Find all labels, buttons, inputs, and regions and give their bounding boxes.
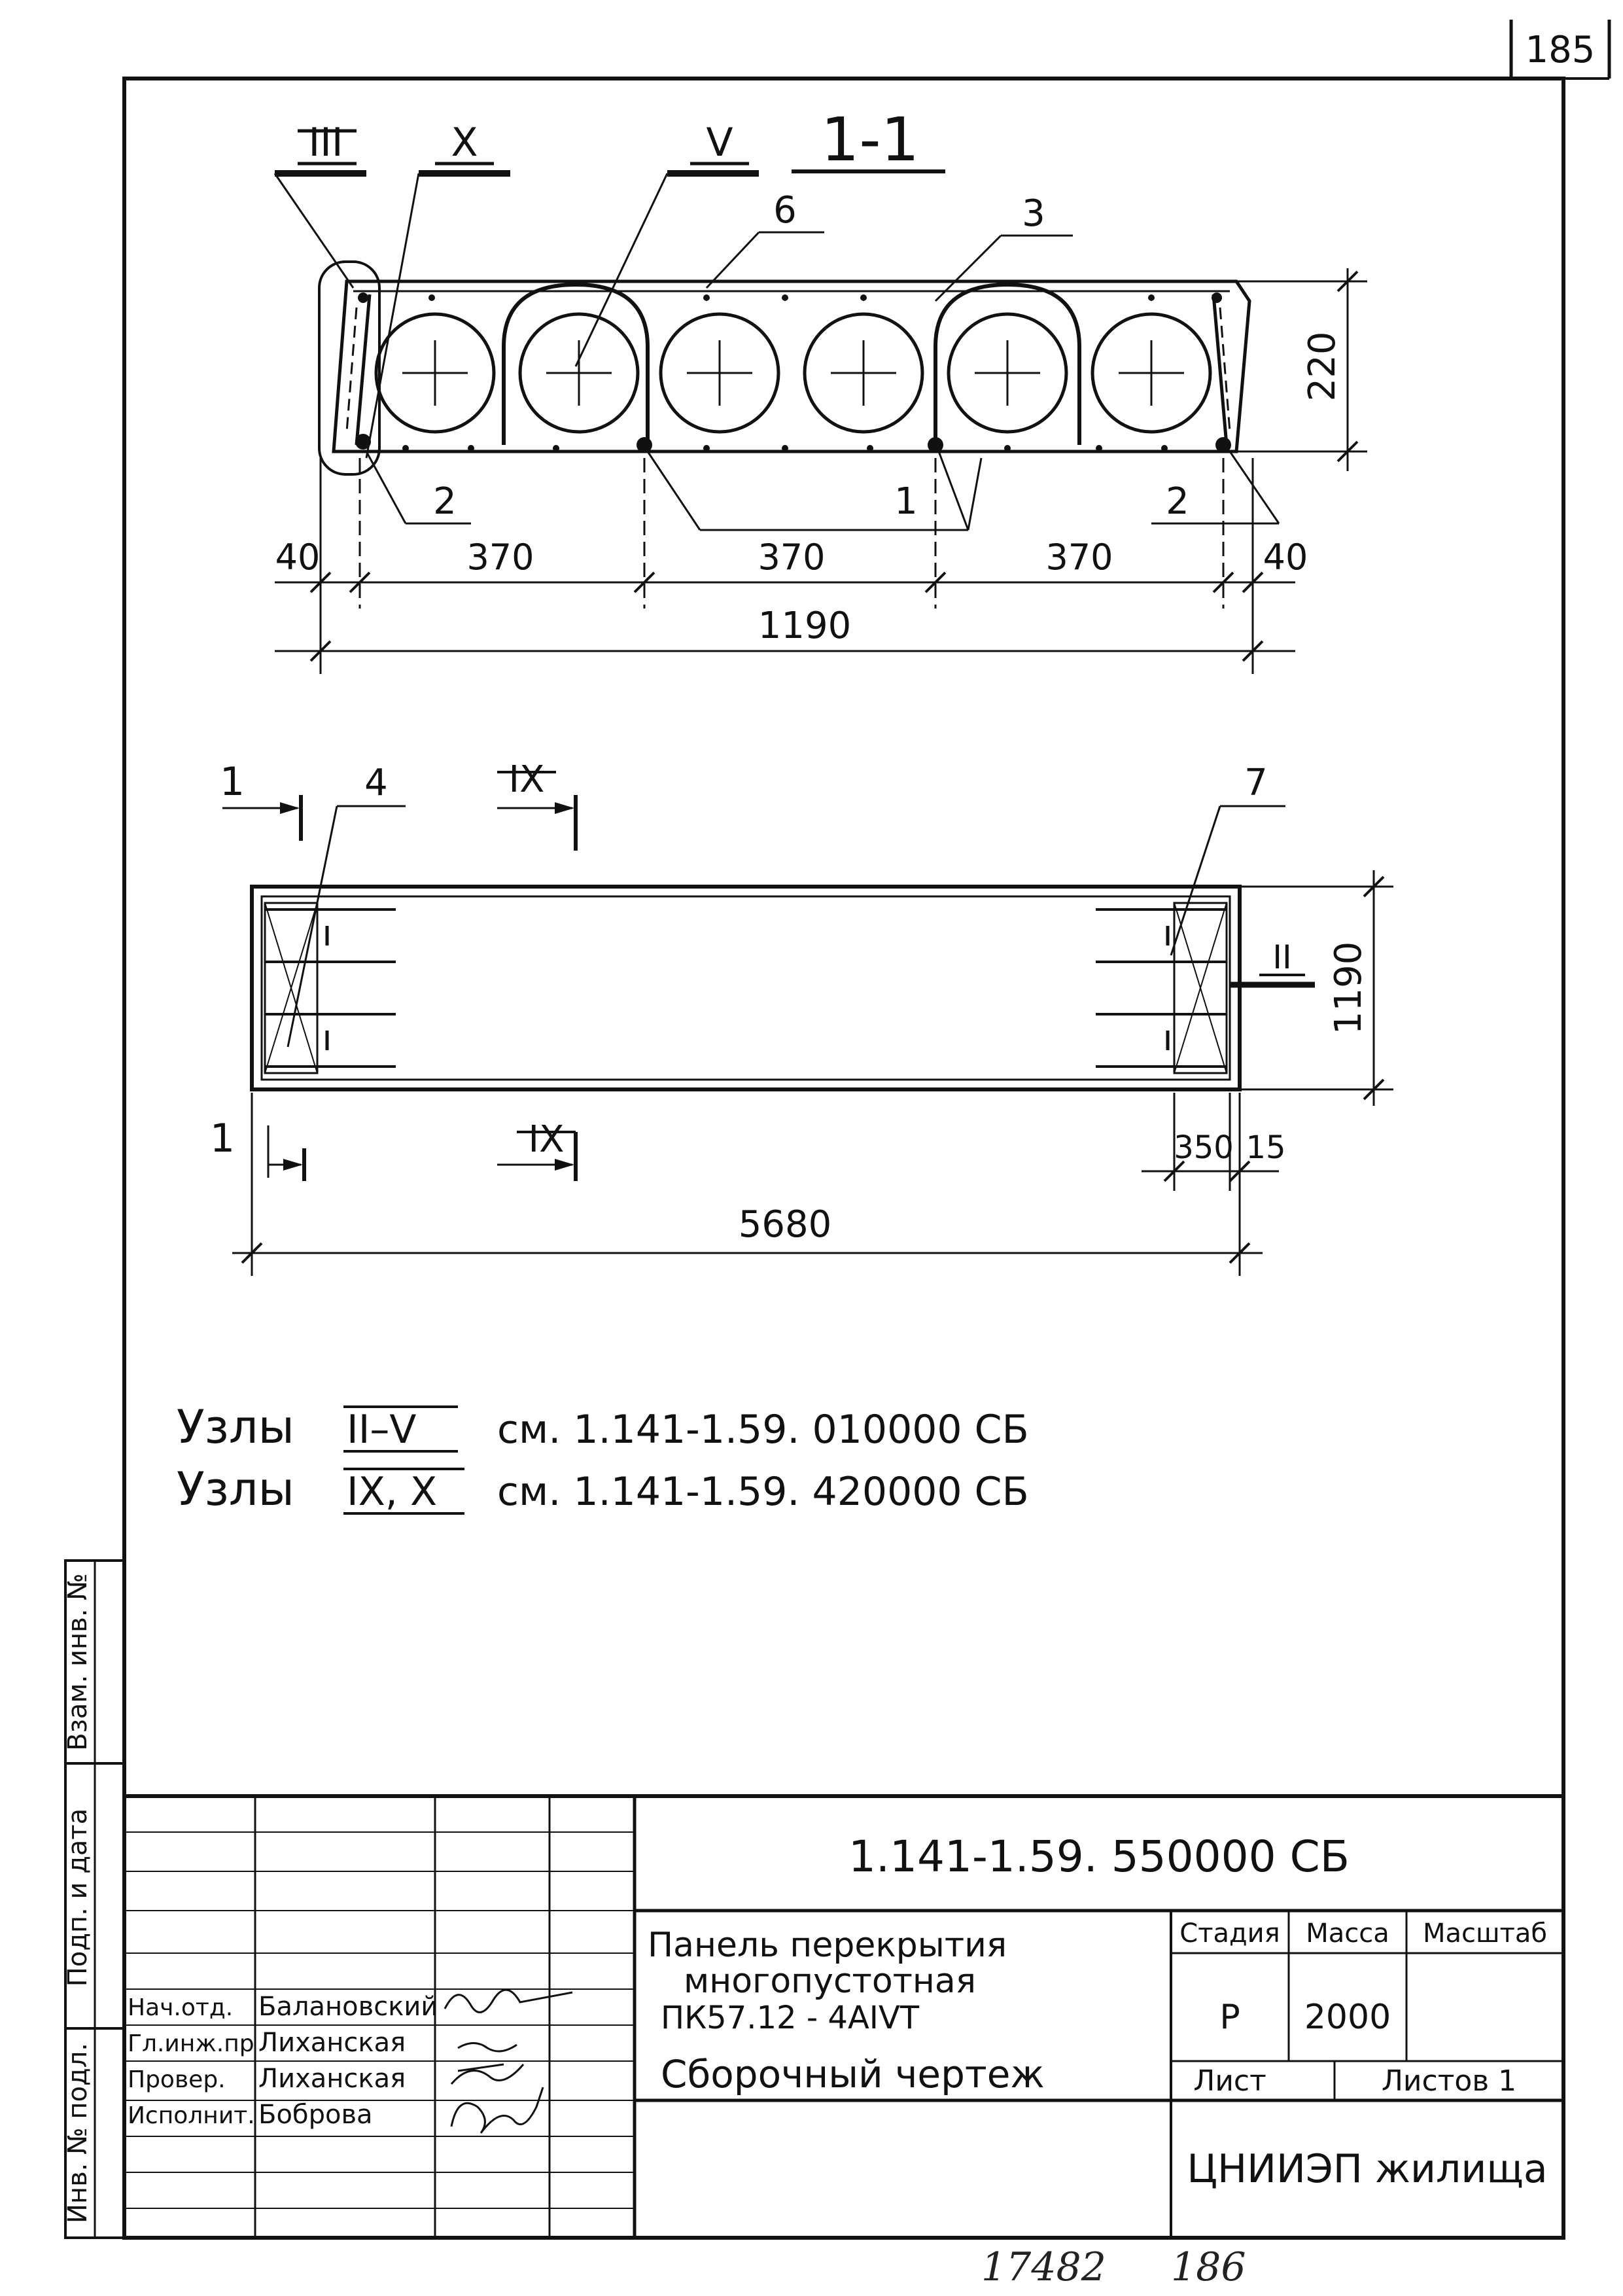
sheets-label: Листов 1 [1381,2064,1517,2098]
void-2 [520,314,638,432]
role-ispolnit: Исполнит. [128,2102,255,2129]
title-line-2: многопустотная [684,1962,977,2001]
note2-nodes: IX, X [347,1469,438,1515]
section-mark-1-bottom: 1 [209,1116,236,1161]
note2-prefix: Узлы [177,1462,294,1516]
note1-ref: см. 1.141-1.59. 010000 СБ [497,1407,1029,1453]
page-number: 185 [1525,29,1596,71]
name-prover: Лиханская [258,2064,406,2094]
handwritten-number-1: 17482 [981,2244,1106,2290]
node-ix-top: IX [508,758,545,801]
title-line-3: ПК57.12 - 4АIVТ [661,2000,920,2036]
dim-370-b: 370 [758,537,826,578]
page-number-box [1511,20,1609,79]
header-scale: Масштаб [1422,1918,1548,1949]
dim-350: 350 [1174,1129,1234,1166]
section-1-1 [275,105,1367,674]
title-line-1: Панель перекрытия [648,1926,1007,1965]
node-label-x: X [451,120,478,166]
height-dim: 220 [1301,331,1344,402]
header-stage: Стадия [1179,1918,1280,1949]
callout-1: 1 [894,480,918,523]
callout-2-right: 2 [1166,480,1189,523]
node-ix-bottom: IX [528,1118,565,1161]
doc-code: 1.141-1.59. 550000 СБ [848,1831,1350,1882]
dim-370-a: 370 [466,537,534,578]
void-6 [1092,314,1210,432]
header-mass: Масса [1306,1918,1389,1949]
name-nach-otd: Балановский [258,1992,438,2022]
role-nach-otd: Нач.отд. [128,1994,234,2021]
role-prover: Провер. [128,2066,226,2093]
side-stamp [63,1561,124,2238]
plan-view [210,758,1393,1276]
section-mark-1-top: 1 [219,759,245,805]
void-3 [661,314,778,432]
node-ii: II [1272,938,1292,976]
handwritten-number-2: 186 [1171,2244,1246,2290]
title-line-4: Сборочный чертеж [661,2052,1045,2096]
section-title: 1-1 [820,105,920,175]
dim-40-left: 40 [275,537,321,578]
callout-3: 3 [1022,192,1045,235]
note1-prefix: Узлы [177,1400,294,1454]
stamp-vzam-inv: Взам. инв. № [63,1573,93,1751]
void-1 [376,314,494,432]
role-gl-inzh: Гл.инж.пр [128,2030,254,2057]
sheet-label: Лист [1193,2064,1266,2098]
stamp-podp-data: Подп. и дата [63,1808,93,1987]
callout-4: 4 [364,762,388,804]
stamp-inv-podl: Инв. № подл. [63,2043,93,2223]
void-4 [805,314,922,432]
callout-2-left: 2 [433,480,457,523]
callout-7: 7 [1244,762,1268,804]
node-label-iii: III [308,120,343,166]
dim-40-right: 40 [1263,537,1308,578]
notes [177,1400,1029,1516]
node-label-v: V [706,120,733,166]
dim-total-width: 1190 [758,605,852,647]
dim-15: 15 [1246,1129,1286,1166]
dim-total-length: 5680 [738,1203,832,1246]
dim-370-c: 370 [1045,537,1113,578]
mass-value: 2000 [1304,1998,1391,2037]
organization: ЦНИИЭП жилища [1187,2146,1548,2192]
note2-ref: см. 1.141-1.59. 420000 СБ [497,1469,1029,1515]
plan-width-dim: 1190 [1327,941,1370,1035]
title-block [124,1796,1563,2238]
note1-nodes: II–V [347,1407,417,1453]
callout-6: 6 [773,189,797,232]
void-5 [949,314,1066,432]
name-gl-inzh: Лиханская [258,2028,406,2058]
stage-value: Р [1219,1998,1240,2037]
name-ispolnit: Боброва [258,2100,373,2130]
